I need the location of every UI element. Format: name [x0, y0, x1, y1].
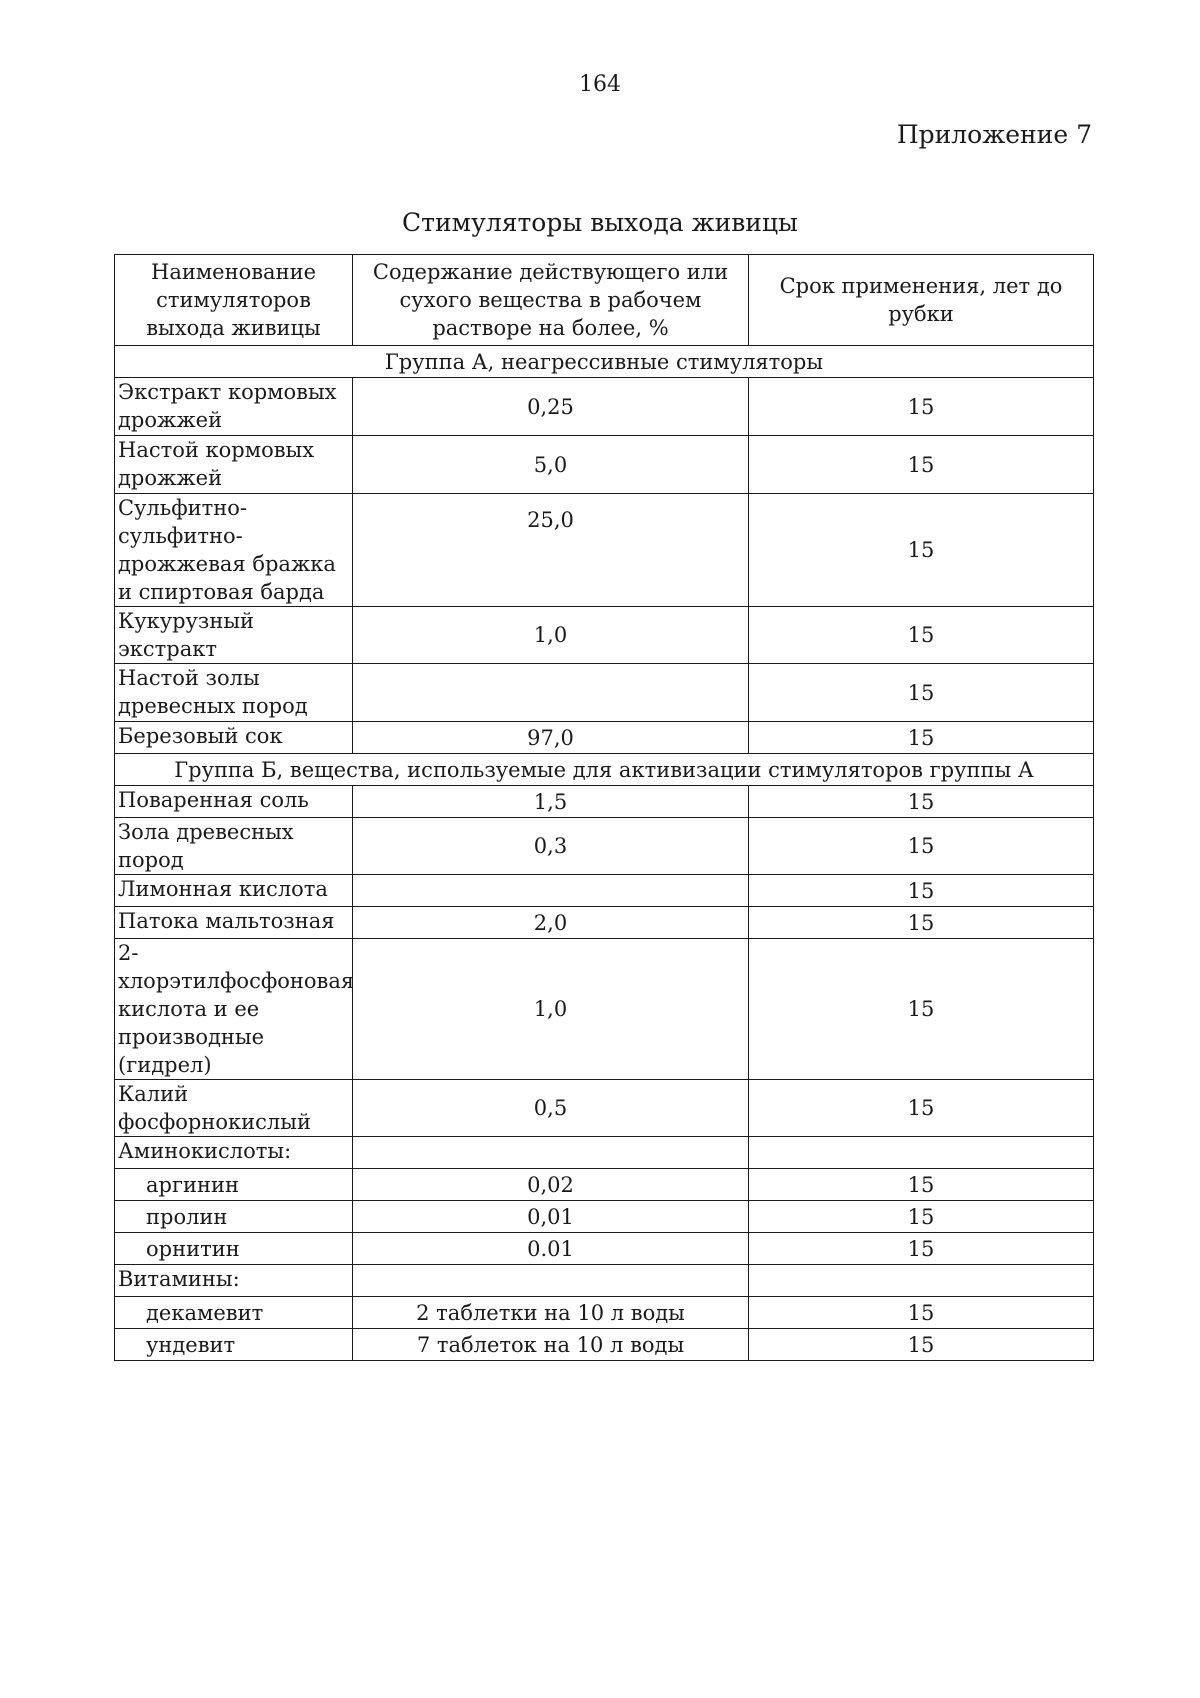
table-row [115, 664, 1094, 722]
table-row [115, 875, 1094, 907]
row-term: 15 [749, 1297, 1094, 1329]
table-row [115, 1297, 1094, 1329]
table-row [115, 722, 1094, 754]
row-name: Березовый сок [115, 722, 353, 754]
row-content: 1,0 [353, 939, 749, 1080]
table-row [115, 494, 1094, 607]
empty-cell [353, 1265, 749, 1297]
group-a-label: Группа А, неагрессивные стимуляторы [115, 346, 1094, 378]
row-content: 0,25 [353, 378, 749, 436]
empty-cell [749, 1265, 1094, 1297]
row-term: 15 [749, 1169, 1094, 1201]
row-name: Экстракт кормовых дрожжей [115, 378, 353, 436]
row-name: пролин [115, 1201, 353, 1233]
row-name: Настой золы древесных пород [115, 664, 353, 722]
stimulators-table [114, 254, 1094, 1361]
header-name: Наименование стимуляторов выхода живицы [115, 255, 353, 346]
group-row [115, 346, 1094, 378]
row-term: 15 [749, 875, 1094, 907]
row-content: 1,5 [353, 786, 749, 818]
row-name: Зола древесных пород [115, 818, 353, 875]
table-row [115, 1169, 1094, 1201]
row-term: 15 [749, 1233, 1094, 1265]
row-content: 7 таблеток на 10 л воды [353, 1329, 749, 1361]
row-content: 1,0 [353, 607, 749, 664]
row-content: 0,5 [353, 1080, 749, 1137]
appendix-label: Приложение 7 [896, 120, 1092, 149]
row-content: 0.01 [353, 1233, 749, 1265]
subgroup-row [115, 1137, 1094, 1169]
row-name: Калий фосфорнокислый [115, 1080, 353, 1137]
vitamins-label: Витамины: [115, 1265, 353, 1297]
row-name: 2-хлорэтилфосфоновая кислота и ее производные (гидрел) [115, 939, 353, 1080]
row-term: 15 [749, 378, 1094, 436]
row-name: Поваренная соль [115, 786, 353, 818]
row-name: ундевит [115, 1329, 353, 1361]
page-number: 164 [579, 72, 621, 97]
empty-cell [749, 1137, 1094, 1169]
row-name: Патока мальтозная [115, 907, 353, 939]
table-row [115, 378, 1094, 436]
header-term: Срок применения, лет до рубки [749, 255, 1094, 346]
row-name: декамевит [115, 1297, 353, 1329]
row-term: 15 [749, 722, 1094, 754]
table-header-row [115, 255, 1094, 346]
row-term: 15 [749, 664, 1094, 722]
row-name: аргинин [115, 1169, 353, 1201]
amino-acids-label: Аминокислоты: [115, 1137, 353, 1169]
row-content: 0,01 [353, 1201, 749, 1233]
empty-cell [353, 1137, 749, 1169]
table-row [115, 786, 1094, 818]
row-term: 15 [749, 1080, 1094, 1137]
row-content: 5,0 [353, 436, 749, 494]
table-row [115, 607, 1094, 664]
row-name: Кукурузный экстракт [115, 607, 353, 664]
row-name: Настой кормовых дрожжей [115, 436, 353, 494]
row-name: Лимонная кислота [115, 875, 353, 907]
row-term: 15 [749, 786, 1094, 818]
row-content [353, 664, 749, 722]
row-content: 25,0 [353, 494, 749, 607]
row-term: 15 [749, 939, 1094, 1080]
header-content: Содержание действующего или сухого вещества в рабочем растворе на более, % [353, 255, 749, 346]
row-content [353, 875, 749, 907]
table-row [115, 436, 1094, 494]
row-term: 15 [749, 818, 1094, 875]
row-term: 15 [749, 1201, 1094, 1233]
row-content: 2,0 [353, 907, 749, 939]
row-term: 15 [749, 907, 1094, 939]
table-row [115, 818, 1094, 875]
row-name: орнитин [115, 1233, 353, 1265]
group-row [115, 754, 1094, 786]
table-row [115, 1201, 1094, 1233]
row-content: 0,3 [353, 818, 749, 875]
table-title: Стимуляторы выхода живицы [402, 208, 798, 237]
group-b-label: Группа Б, вещества, используемые для активизации стимуляторов группы А [115, 754, 1094, 786]
row-term: 15 [749, 494, 1094, 607]
table-row [115, 907, 1094, 939]
table-row [115, 939, 1094, 1080]
row-term: 15 [749, 436, 1094, 494]
row-term: 15 [749, 607, 1094, 664]
table-row [115, 1233, 1094, 1265]
table-row [115, 1080, 1094, 1137]
row-content: 0,02 [353, 1169, 749, 1201]
row-term: 15 [749, 1329, 1094, 1361]
table-row [115, 1329, 1094, 1361]
row-content: 97,0 [353, 722, 749, 754]
subgroup-row [115, 1265, 1094, 1297]
row-name: Сульфитно-сульфитно-дрожжевая бражка и спиртовая барда [115, 494, 353, 607]
row-content: 2 таблетки на 10 л воды [353, 1297, 749, 1329]
